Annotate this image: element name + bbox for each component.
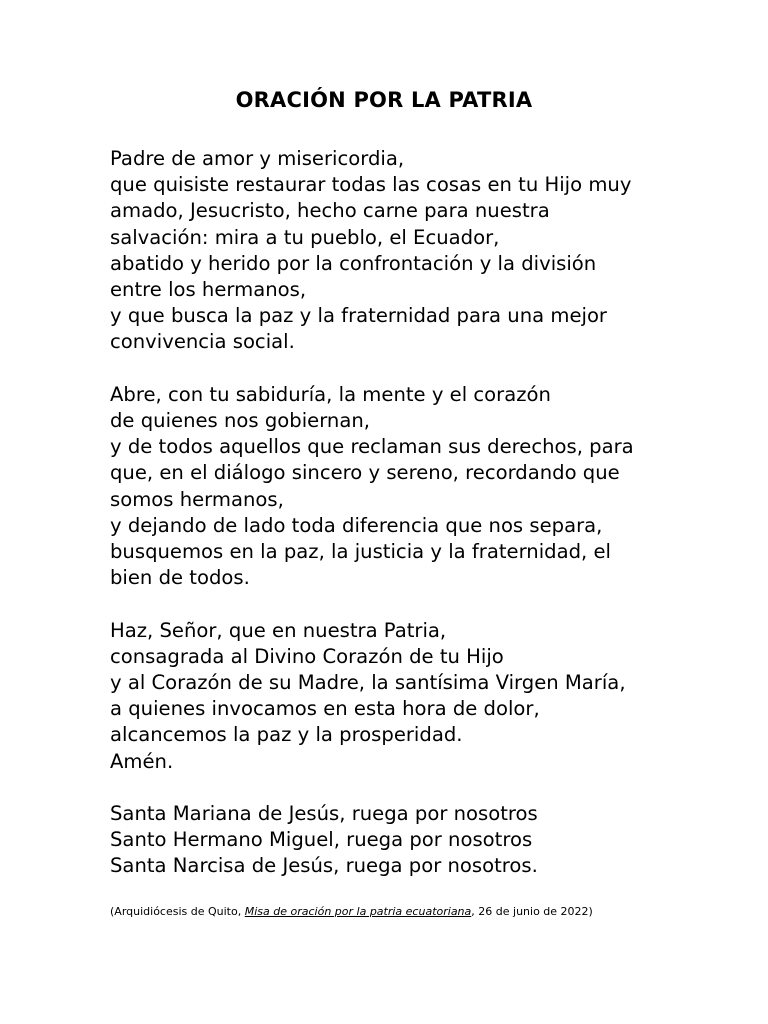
prayer-line: bien de todos. [110, 566, 250, 590]
stanza-4 [110, 801, 710, 880]
citation-prefix: (Arquidiócesis de Quito, [110, 905, 245, 918]
prayer-line: Santa Narcisa de Jesús, ruega por nosotros. [110, 854, 538, 878]
stanza-2 [110, 382, 710, 592]
prayer-line: Padre de amor y misericordia, [110, 147, 405, 170]
prayer-line: de quienes nos gobiernan, [110, 409, 370, 433]
prayer-line: consagrada al Divino Corazón de tu Hijo [110, 644, 504, 668]
prayer-line: y de todos aquellos que reclaman sus derechos, para [110, 435, 634, 459]
prayer-line: convivencia social. [110, 330, 295, 354]
prayer-line: a quienes invocamos en esta hora de dolor, [110, 697, 540, 721]
stanza-1 [110, 146, 710, 356]
prayer-line: Haz, Señor, que en nuestra Patria, [110, 618, 447, 642]
prayer-line: entre los hermanos, [110, 278, 307, 302]
prayer-line: alcancemos la paz y la prosperidad. [110, 723, 463, 747]
prayer-line: que quisiste restaurar todas las cosas en tu Hijo muy [110, 173, 632, 197]
prayer-line: salvación: mira a tu pueblo, el Ecuador, [110, 225, 500, 249]
prayer-line: y que busca la paz y la fraternidad para una mejor [110, 304, 607, 328]
prayer-line: y dejando de lado toda diferencia que nos separa, [110, 513, 603, 537]
prayer-line: somos hermanos, [110, 487, 284, 511]
citation-reference: Misa de oración por la patria ecuatoriana [244, 905, 472, 918]
prayer-line: Abre, con tu sabiduría, la mente y el corazón [110, 382, 551, 406]
prayer-line: abatido y herido por la confrontación y la división [110, 251, 597, 275]
stanza-3 [110, 618, 710, 775]
prayer-title: ORACIÓN POR LA PATRIA [235, 88, 533, 112]
citation-suffix: , 26 de junio de 2022) [471, 905, 593, 918]
source-citation [110, 905, 593, 918]
prayer-line: amado, Jesucristo, hecho carne para nuestra [110, 199, 550, 223]
prayer-line: que, en el diálogo sincero y sereno, recordando que [110, 461, 620, 485]
prayer-line: Santa Mariana de Jesús, ruega por nosotros [110, 802, 538, 826]
prayer-line: Amén. [110, 749, 174, 773]
prayer-line: y al Corazón de su Madre, la santísima Virgen María, [110, 671, 626, 695]
prayer-body [110, 146, 710, 906]
prayer-line: busquemos en la paz, la justicia y la fraternidad, el [110, 540, 611, 564]
prayer-line: Santo Hermano Miguel, ruega por nosotros [110, 828, 533, 852]
